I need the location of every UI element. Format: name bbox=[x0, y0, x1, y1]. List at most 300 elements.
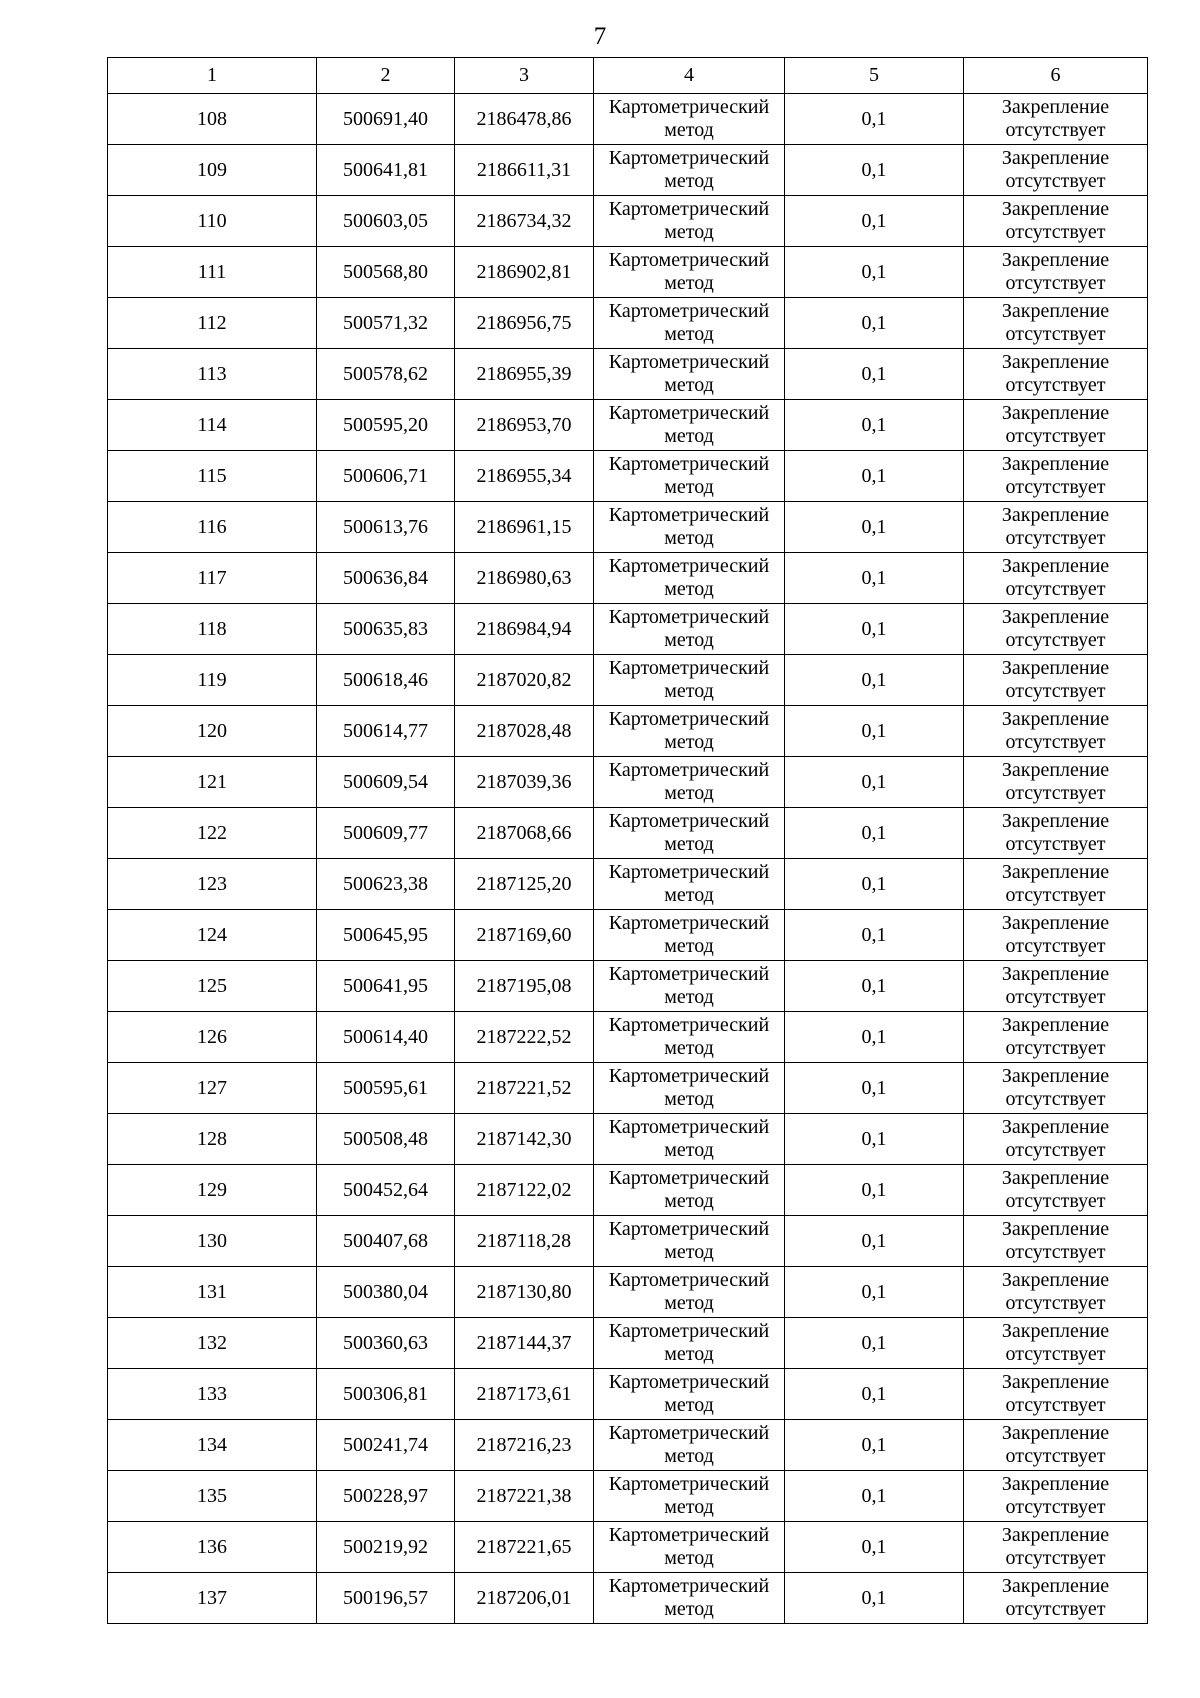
fixation-line-2: отсутствует bbox=[1005, 680, 1106, 702]
method-cell bbox=[594, 757, 785, 808]
point-number-cell: 119 bbox=[108, 655, 317, 706]
table-row bbox=[108, 1369, 1148, 1420]
y-coordinate-cell: 2186734,32 bbox=[455, 196, 594, 247]
fixation-line-1: Закрепление bbox=[1001, 300, 1110, 322]
fixation-cell bbox=[964, 451, 1148, 502]
precision-cell: 0,1 bbox=[785, 247, 964, 298]
point-number-cell: 118 bbox=[108, 604, 317, 655]
method-line-2: метод bbox=[664, 1394, 714, 1416]
precision-cell: 0,1 bbox=[785, 910, 964, 961]
method-cell bbox=[594, 94, 785, 145]
x-coordinate-cell: 500568,80 bbox=[317, 247, 455, 298]
fixation-line-2: отсутствует bbox=[1005, 119, 1106, 141]
fixation-line-2: отсутствует bbox=[1005, 221, 1106, 243]
x-coordinate-cell: 500609,54 bbox=[317, 757, 455, 808]
fixation-line-1: Закрепление bbox=[1001, 249, 1110, 271]
point-number-cell: 112 bbox=[108, 298, 317, 349]
method-line-1: Картометрический bbox=[608, 1524, 770, 1546]
method-line-2: метод bbox=[664, 1343, 714, 1365]
table-body bbox=[108, 94, 1148, 1624]
method-line-1: Картометрический bbox=[608, 963, 770, 985]
y-coordinate-cell: 2187028,48 bbox=[455, 706, 594, 757]
method-line-2: метод bbox=[664, 1241, 714, 1263]
x-coordinate-cell: 500641,95 bbox=[317, 961, 455, 1012]
fixation-cell bbox=[964, 808, 1148, 859]
method-cell bbox=[594, 1012, 785, 1063]
point-number-cell: 134 bbox=[108, 1420, 317, 1471]
fixation-line-2: отсутствует bbox=[1005, 935, 1106, 957]
method-cell bbox=[594, 808, 785, 859]
y-coordinate-cell: 2187130,80 bbox=[455, 1267, 594, 1318]
table-row bbox=[108, 1012, 1148, 1063]
point-number-cell: 123 bbox=[108, 859, 317, 910]
fixation-cell bbox=[964, 1267, 1148, 1318]
fixation-cell bbox=[964, 1420, 1148, 1471]
point-number-cell: 130 bbox=[108, 1216, 317, 1267]
method-line-1: Картометрический bbox=[608, 1065, 770, 1087]
y-coordinate-cell: 2186961,15 bbox=[455, 502, 594, 553]
method-line-2: метод bbox=[664, 833, 714, 855]
y-coordinate-cell: 2186980,63 bbox=[455, 553, 594, 604]
precision-cell: 0,1 bbox=[785, 502, 964, 553]
method-cell bbox=[594, 196, 785, 247]
header-col-2: 2 bbox=[317, 58, 455, 94]
point-number-cell: 131 bbox=[108, 1267, 317, 1318]
fixation-line-2: отсутствует bbox=[1005, 986, 1106, 1008]
table-row bbox=[108, 451, 1148, 502]
y-coordinate-cell: 2186478,86 bbox=[455, 94, 594, 145]
point-number-cell: 121 bbox=[108, 757, 317, 808]
fixation-line-2: отсутствует bbox=[1005, 1139, 1106, 1161]
x-coordinate-cell: 500635,83 bbox=[317, 604, 455, 655]
method-line-1: Картометрический bbox=[608, 249, 770, 271]
header-col-5: 5 bbox=[785, 58, 964, 94]
fixation-line-1: Закрепление bbox=[1001, 1422, 1110, 1444]
x-coordinate-cell: 500636,84 bbox=[317, 553, 455, 604]
method-line-1: Картометрический bbox=[608, 1575, 770, 1597]
fixation-line-1: Закрепление bbox=[1001, 351, 1110, 373]
fixation-line-2: отсутствует bbox=[1005, 170, 1106, 192]
table-row bbox=[108, 553, 1148, 604]
x-coordinate-cell: 500595,20 bbox=[317, 400, 455, 451]
precision-cell: 0,1 bbox=[785, 349, 964, 400]
point-number-cell: 116 bbox=[108, 502, 317, 553]
precision-cell: 0,1 bbox=[785, 859, 964, 910]
method-line-2: метод bbox=[664, 629, 714, 651]
point-number-cell: 133 bbox=[108, 1369, 317, 1420]
precision-cell: 0,1 bbox=[785, 145, 964, 196]
precision-cell: 0,1 bbox=[785, 553, 964, 604]
method-line-2: метод bbox=[664, 1445, 714, 1467]
fixation-line-1: Закрепление bbox=[1001, 759, 1110, 781]
fixation-line-2: отсутствует bbox=[1005, 1496, 1106, 1518]
precision-cell: 0,1 bbox=[785, 808, 964, 859]
table-row bbox=[108, 1267, 1148, 1318]
y-coordinate-cell: 2187221,65 bbox=[455, 1522, 594, 1573]
method-line-1: Картометрический bbox=[608, 555, 770, 577]
y-coordinate-cell: 2187125,20 bbox=[455, 859, 594, 910]
x-coordinate-cell: 500645,95 bbox=[317, 910, 455, 961]
table-row bbox=[108, 706, 1148, 757]
fixation-cell bbox=[964, 1114, 1148, 1165]
x-coordinate-cell: 500452,64 bbox=[317, 1165, 455, 1216]
precision-cell: 0,1 bbox=[785, 1420, 964, 1471]
method-line-2: метод bbox=[664, 782, 714, 804]
fixation-cell bbox=[964, 1471, 1148, 1522]
method-line-2: метод bbox=[664, 1190, 714, 1212]
method-line-1: Картометрический bbox=[608, 96, 770, 118]
fixation-cell bbox=[964, 502, 1148, 553]
table-header-row bbox=[108, 58, 1148, 94]
precision-cell: 0,1 bbox=[785, 1216, 964, 1267]
fixation-line-2: отсутствует bbox=[1005, 1088, 1106, 1110]
precision-cell: 0,1 bbox=[785, 1012, 964, 1063]
precision-cell: 0,1 bbox=[785, 400, 964, 451]
precision-cell: 0,1 bbox=[785, 1471, 964, 1522]
fixation-cell bbox=[964, 1165, 1148, 1216]
fixation-cell bbox=[964, 859, 1148, 910]
method-line-2: метод bbox=[664, 731, 714, 753]
table-row bbox=[108, 94, 1148, 145]
method-cell bbox=[594, 145, 785, 196]
x-coordinate-cell: 500603,05 bbox=[317, 196, 455, 247]
fixation-line-1: Закрепление bbox=[1001, 504, 1110, 526]
method-line-2: метод bbox=[664, 986, 714, 1008]
method-line-1: Картометрический bbox=[608, 861, 770, 883]
fixation-cell bbox=[964, 145, 1148, 196]
method-line-2: метод bbox=[664, 1088, 714, 1110]
precision-cell: 0,1 bbox=[785, 1165, 964, 1216]
precision-cell: 0,1 bbox=[785, 1573, 964, 1624]
fixation-cell bbox=[964, 298, 1148, 349]
method-line-1: Картометрический bbox=[608, 1371, 770, 1393]
precision-cell: 0,1 bbox=[785, 1063, 964, 1114]
precision-cell: 0,1 bbox=[785, 1369, 964, 1420]
x-coordinate-cell: 500228,97 bbox=[317, 1471, 455, 1522]
table-row bbox=[108, 604, 1148, 655]
fixation-line-2: отсутствует bbox=[1005, 1598, 1106, 1620]
method-line-1: Картометрический bbox=[608, 912, 770, 934]
y-coordinate-cell: 2187221,38 bbox=[455, 1471, 594, 1522]
x-coordinate-cell: 500595,61 bbox=[317, 1063, 455, 1114]
method-cell bbox=[594, 1420, 785, 1471]
precision-cell: 0,1 bbox=[785, 604, 964, 655]
point-number-cell: 113 bbox=[108, 349, 317, 400]
method-cell bbox=[594, 910, 785, 961]
point-number-cell: 110 bbox=[108, 196, 317, 247]
method-line-2: метод bbox=[664, 1496, 714, 1518]
method-line-2: метод bbox=[664, 272, 714, 294]
fixation-cell bbox=[964, 1063, 1148, 1114]
x-coordinate-cell: 500609,77 bbox=[317, 808, 455, 859]
fixation-line-1: Закрепление bbox=[1001, 1575, 1110, 1597]
fixation-line-2: отсутствует bbox=[1005, 1547, 1106, 1569]
fixation-cell bbox=[964, 196, 1148, 247]
y-coordinate-cell: 2187122,02 bbox=[455, 1165, 594, 1216]
fixation-line-1: Закрепление bbox=[1001, 1371, 1110, 1393]
point-number-cell: 108 bbox=[108, 94, 317, 145]
table-row bbox=[108, 655, 1148, 706]
fixation-cell bbox=[964, 400, 1148, 451]
x-coordinate-cell: 500241,74 bbox=[317, 1420, 455, 1471]
x-coordinate-cell: 500606,71 bbox=[317, 451, 455, 502]
method-cell bbox=[594, 502, 785, 553]
x-coordinate-cell: 500508,48 bbox=[317, 1114, 455, 1165]
precision-cell: 0,1 bbox=[785, 757, 964, 808]
table-row bbox=[108, 1420, 1148, 1471]
method-line-1: Картометрический bbox=[608, 351, 770, 373]
fixation-line-2: отсутствует bbox=[1005, 1394, 1106, 1416]
method-line-1: Картометрический bbox=[608, 1167, 770, 1189]
method-line-1: Картометрический bbox=[608, 1269, 770, 1291]
x-coordinate-cell: 500614,40 bbox=[317, 1012, 455, 1063]
y-coordinate-cell: 2186955,39 bbox=[455, 349, 594, 400]
x-coordinate-cell: 500614,77 bbox=[317, 706, 455, 757]
fixation-line-2: отсутствует bbox=[1005, 782, 1106, 804]
method-cell bbox=[594, 247, 785, 298]
point-number-cell: 111 bbox=[108, 247, 317, 298]
method-cell bbox=[594, 604, 785, 655]
fixation-cell bbox=[964, 1012, 1148, 1063]
fixation-line-1: Закрепление bbox=[1001, 96, 1110, 118]
x-coordinate-cell: 500360,63 bbox=[317, 1318, 455, 1369]
fixation-line-1: Закрепление bbox=[1001, 1065, 1110, 1087]
method-cell bbox=[594, 553, 785, 604]
fixation-line-2: отсутствует bbox=[1005, 374, 1106, 396]
y-coordinate-cell: 2186955,34 bbox=[455, 451, 594, 502]
y-coordinate-cell: 2186953,70 bbox=[455, 400, 594, 451]
method-line-1: Картометрический bbox=[608, 1422, 770, 1444]
x-coordinate-cell: 500380,04 bbox=[317, 1267, 455, 1318]
y-coordinate-cell: 2187142,30 bbox=[455, 1114, 594, 1165]
y-coordinate-cell: 2186984,94 bbox=[455, 604, 594, 655]
precision-cell: 0,1 bbox=[785, 298, 964, 349]
table-row bbox=[108, 247, 1148, 298]
method-line-2: метод bbox=[664, 119, 714, 141]
fixation-cell bbox=[964, 757, 1148, 808]
fixation-line-1: Закрепление bbox=[1001, 861, 1110, 883]
method-line-2: метод bbox=[664, 221, 714, 243]
y-coordinate-cell: 2187020,82 bbox=[455, 655, 594, 706]
method-line-2: метод bbox=[664, 578, 714, 600]
method-line-2: метод bbox=[664, 527, 714, 549]
point-number-cell: 117 bbox=[108, 553, 317, 604]
fixation-line-2: отсутствует bbox=[1005, 323, 1106, 345]
precision-cell: 0,1 bbox=[785, 1114, 964, 1165]
precision-cell: 0,1 bbox=[785, 655, 964, 706]
method-cell bbox=[594, 1471, 785, 1522]
y-coordinate-cell: 2187222,52 bbox=[455, 1012, 594, 1063]
table-row bbox=[108, 1318, 1148, 1369]
point-number-cell: 129 bbox=[108, 1165, 317, 1216]
table-row bbox=[108, 1165, 1148, 1216]
y-coordinate-cell: 2186611,31 bbox=[455, 145, 594, 196]
method-cell bbox=[594, 859, 785, 910]
fixation-line-2: отсутствует bbox=[1005, 476, 1106, 498]
method-line-1: Картометрический bbox=[608, 810, 770, 832]
x-coordinate-cell: 500618,46 bbox=[317, 655, 455, 706]
point-number-cell: 128 bbox=[108, 1114, 317, 1165]
table-row bbox=[108, 145, 1148, 196]
fixation-line-1: Закрепление bbox=[1001, 555, 1110, 577]
method-cell bbox=[594, 1522, 785, 1573]
method-line-2: метод bbox=[664, 1037, 714, 1059]
fixation-line-2: отсутствует bbox=[1005, 272, 1106, 294]
fixation-line-1: Закрепление bbox=[1001, 1473, 1110, 1495]
table-row bbox=[108, 1114, 1148, 1165]
method-cell bbox=[594, 349, 785, 400]
method-line-2: метод bbox=[664, 680, 714, 702]
method-line-1: Картометрический bbox=[608, 198, 770, 220]
point-number-cell: 125 bbox=[108, 961, 317, 1012]
fixation-line-2: отсутствует bbox=[1005, 1241, 1106, 1263]
fixation-line-1: Закрепление bbox=[1001, 198, 1110, 220]
x-coordinate-cell: 500578,62 bbox=[317, 349, 455, 400]
fixation-line-1: Закрепление bbox=[1001, 657, 1110, 679]
fixation-line-2: отсутствует bbox=[1005, 578, 1106, 600]
precision-cell: 0,1 bbox=[785, 706, 964, 757]
fixation-line-2: отсутствует bbox=[1005, 527, 1106, 549]
method-line-1: Картометрический bbox=[608, 504, 770, 526]
method-line-1: Картометрический bbox=[608, 1014, 770, 1036]
fixation-line-1: Закрепление bbox=[1001, 402, 1110, 424]
method-cell bbox=[594, 1063, 785, 1114]
table-row bbox=[108, 910, 1148, 961]
fixation-line-2: отсутствует bbox=[1005, 1037, 1106, 1059]
x-coordinate-cell: 500306,81 bbox=[317, 1369, 455, 1420]
y-coordinate-cell: 2187039,36 bbox=[455, 757, 594, 808]
point-number-cell: 122 bbox=[108, 808, 317, 859]
x-coordinate-cell: 500613,76 bbox=[317, 502, 455, 553]
fixation-cell bbox=[964, 1318, 1148, 1369]
fixation-line-1: Закрепление bbox=[1001, 810, 1110, 832]
table-row bbox=[108, 1573, 1148, 1624]
table-row bbox=[108, 757, 1148, 808]
table-row bbox=[108, 196, 1148, 247]
point-number-cell: 136 bbox=[108, 1522, 317, 1573]
method-line-2: метод bbox=[664, 1547, 714, 1569]
method-cell bbox=[594, 400, 785, 451]
fixation-line-1: Закрепление bbox=[1001, 453, 1110, 475]
table-row bbox=[108, 502, 1148, 553]
fixation-cell bbox=[964, 553, 1148, 604]
point-number-cell: 115 bbox=[108, 451, 317, 502]
fixation-cell bbox=[964, 94, 1148, 145]
fixation-cell bbox=[964, 604, 1148, 655]
method-line-2: метод bbox=[664, 935, 714, 957]
fixation-cell bbox=[964, 1369, 1148, 1420]
method-cell bbox=[594, 1369, 785, 1420]
y-coordinate-cell: 2187068,66 bbox=[455, 808, 594, 859]
method-line-2: метод bbox=[664, 1139, 714, 1161]
fixation-line-2: отсутствует bbox=[1005, 1190, 1106, 1212]
fixation-cell bbox=[964, 349, 1148, 400]
precision-cell: 0,1 bbox=[785, 196, 964, 247]
method-cell bbox=[594, 706, 785, 757]
fixation-line-1: Закрепление bbox=[1001, 606, 1110, 628]
x-coordinate-cell: 500623,38 bbox=[317, 859, 455, 910]
method-line-1: Картометрический bbox=[608, 606, 770, 628]
point-number-cell: 135 bbox=[108, 1471, 317, 1522]
y-coordinate-cell: 2186902,81 bbox=[455, 247, 594, 298]
table-row bbox=[108, 859, 1148, 910]
y-coordinate-cell: 2187173,61 bbox=[455, 1369, 594, 1420]
method-cell bbox=[594, 961, 785, 1012]
precision-cell: 0,1 bbox=[785, 1522, 964, 1573]
x-coordinate-cell: 500571,32 bbox=[317, 298, 455, 349]
fixation-line-1: Закрепление bbox=[1001, 1167, 1110, 1189]
point-number-cell: 109 bbox=[108, 145, 317, 196]
fixation-cell bbox=[964, 655, 1148, 706]
header-col-4: 4 bbox=[594, 58, 785, 94]
fixation-line-1: Закрепление bbox=[1001, 708, 1110, 730]
method-line-1: Картометрический bbox=[608, 657, 770, 679]
fixation-cell bbox=[964, 1522, 1148, 1573]
fixation-line-1: Закрепление bbox=[1001, 1320, 1110, 1342]
method-line-1: Картометрический bbox=[608, 1218, 770, 1240]
method-line-1: Картометрический bbox=[608, 708, 770, 730]
method-line-1: Картометрический bbox=[608, 402, 770, 424]
x-coordinate-cell: 500219,92 bbox=[317, 1522, 455, 1573]
fixation-line-1: Закрепление bbox=[1001, 1218, 1110, 1240]
method-cell bbox=[594, 1573, 785, 1624]
method-line-2: метод bbox=[664, 323, 714, 345]
method-cell bbox=[594, 1318, 785, 1369]
fixation-cell bbox=[964, 706, 1148, 757]
fixation-cell bbox=[964, 1216, 1148, 1267]
y-coordinate-cell: 2187169,60 bbox=[455, 910, 594, 961]
table-row bbox=[108, 1522, 1148, 1573]
method-cell bbox=[594, 655, 785, 706]
fixation-line-1: Закрепление bbox=[1001, 1014, 1110, 1036]
x-coordinate-cell: 500196,57 bbox=[317, 1573, 455, 1624]
fixation-line-2: отсутствует bbox=[1005, 1343, 1106, 1365]
table-row bbox=[108, 298, 1148, 349]
method-cell bbox=[594, 1165, 785, 1216]
fixation-line-1: Закрепление bbox=[1001, 1116, 1110, 1138]
fixation-line-2: отсутствует bbox=[1005, 884, 1106, 906]
point-number-cell: 137 bbox=[108, 1573, 317, 1624]
method-line-1: Картометрический bbox=[608, 759, 770, 781]
fixation-line-2: отсутствует bbox=[1005, 833, 1106, 855]
fixation-line-1: Закрепление bbox=[1001, 1269, 1110, 1291]
precision-cell: 0,1 bbox=[785, 94, 964, 145]
x-coordinate-cell: 500641,81 bbox=[317, 145, 455, 196]
method-line-1: Картометрический bbox=[608, 453, 770, 475]
method-line-1: Картометрический bbox=[608, 300, 770, 322]
method-line-2: метод bbox=[664, 1292, 714, 1314]
header-col-1: 1 bbox=[108, 58, 317, 94]
method-line-1: Картометрический bbox=[608, 1116, 770, 1138]
point-number-cell: 126 bbox=[108, 1012, 317, 1063]
method-cell bbox=[594, 451, 785, 502]
precision-cell: 0,1 bbox=[785, 1318, 964, 1369]
point-number-cell: 124 bbox=[108, 910, 317, 961]
y-coordinate-cell: 2187195,08 bbox=[455, 961, 594, 1012]
table-row bbox=[108, 808, 1148, 859]
precision-cell: 0,1 bbox=[785, 451, 964, 502]
method-line-2: метод bbox=[664, 374, 714, 396]
precision-cell: 0,1 bbox=[785, 1267, 964, 1318]
fixation-cell bbox=[964, 247, 1148, 298]
y-coordinate-cell: 2186956,75 bbox=[455, 298, 594, 349]
fixation-cell bbox=[964, 961, 1148, 1012]
point-number-cell: 114 bbox=[108, 400, 317, 451]
table-row bbox=[108, 400, 1148, 451]
x-coordinate-cell: 500691,40 bbox=[317, 94, 455, 145]
fixation-line-1: Закрепление bbox=[1001, 963, 1110, 985]
method-line-2: метод bbox=[664, 425, 714, 447]
